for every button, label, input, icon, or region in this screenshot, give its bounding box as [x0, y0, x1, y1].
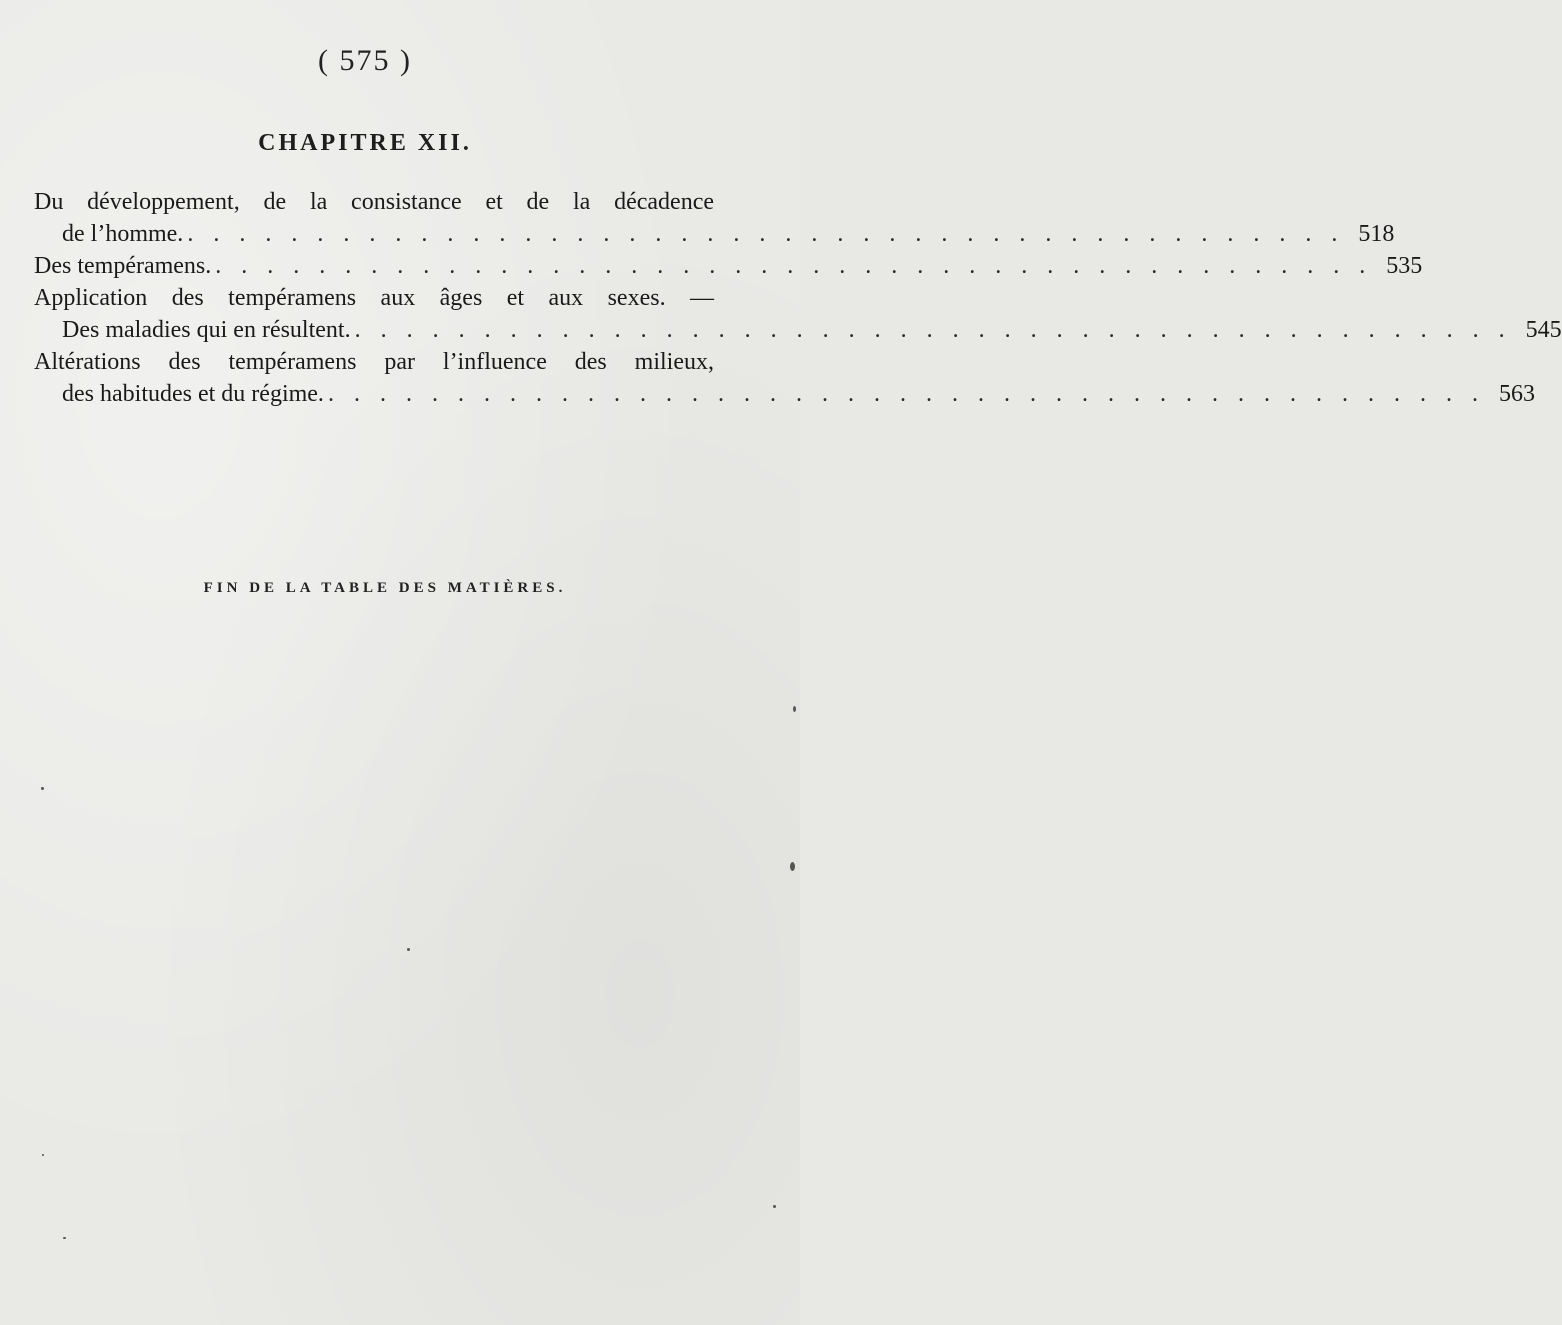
toc-page-ref: 518 [1358, 221, 1395, 247]
toc-entry-text: Des tempéramens. [34, 253, 212, 279]
toc-page-ref: 563 [1498, 381, 1535, 407]
page-number: ( 575 ) [318, 44, 412, 77]
dot-leader: . . . . . . . . . . . . . . . . . . . . . . . . . . . . . . . . . . . . . . . . . . . . . [354, 317, 1512, 343]
toc-page-ref: 535 [1386, 253, 1423, 279]
toc-entry-line [34, 378, 1535, 410]
paper-speck [63, 1237, 66, 1239]
toc-entry-line [34, 314, 1562, 346]
toc-entry-line [34, 282, 714, 314]
paper-speck [773, 1205, 776, 1208]
paper-speck [790, 862, 795, 871]
paper-speck [407, 948, 410, 951]
toc-page-ref: 545 [1525, 317, 1562, 343]
dot-leader: . . . . . . . . . . . . . . . . . . . . . . . . . . . . . . . . . . . . . . . . . . . . . [215, 253, 1373, 279]
toc-entry-text: de l’homme. [62, 221, 184, 247]
end-of-table-note: FIN DE LA TABLE DES MATIÈRES. [203, 580, 567, 596]
dot-leader: . . . . . . . . . . . . . . . . . . . . . . . . . . . . . . . . . . . . . . . . . . . . . [187, 221, 1345, 247]
toc-entry [34, 250, 1423, 282]
toc-entry [34, 186, 1395, 250]
toc-entry [34, 282, 1562, 346]
toc-entry-text: Du développement, de la consistance et de la décadence [34, 189, 714, 215]
toc-entry-line [34, 250, 1423, 282]
paper-speck [793, 706, 796, 712]
toc-entry-text: Application des tempéramens aux âges et aux sexes. — [34, 285, 714, 311]
toc-entry-text: des habitudes et du régime. [62, 381, 324, 407]
toc-entry-line [34, 346, 714, 378]
toc-entry-line [34, 218, 1395, 250]
toc-entry-text: Altérations des tempéramens par l’influence des milieux, [34, 349, 714, 375]
dot-leader: . . . . . . . . . . . . . . . . . . . . . . . . . . . . . . . . . . . . . . . . . . . . . [327, 381, 1485, 407]
toc-entry [34, 346, 1535, 410]
chapter-title: CHAPITRE XII. [258, 130, 472, 156]
toc-entry-line [34, 186, 714, 218]
paper-speck [41, 787, 44, 790]
table-of-contents [34, 186, 1562, 410]
paper-speck [42, 1154, 44, 1156]
toc-entry-text: Des maladies qui en résultent. [62, 317, 351, 343]
